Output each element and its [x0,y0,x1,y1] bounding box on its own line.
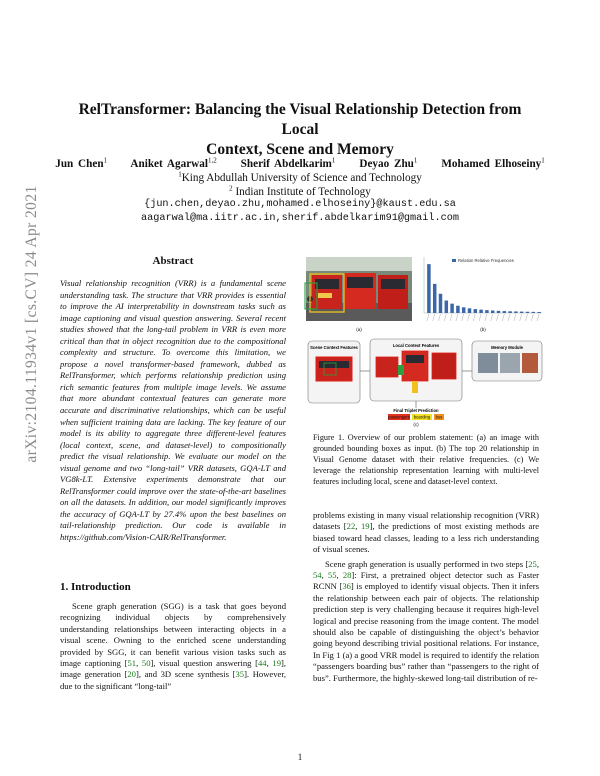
chart-bar [427,264,430,313]
chart-bar [462,307,465,313]
page-number: 1 [297,752,303,762]
paragraph: Scene graph generation is usually performed in two steps [25, 54, 55, 28]: First, a pretrained object detector such as Faster RCNN [36] is employed to identify visual objects. Then it infers the relationship between each pair of objects. The relationship prediction step is very challenging because it requires high-level logical and precise reasoning from the image content. The model should also be capable of distinguishing the object’s behavior going beyond describing trivial positional relations. For instance, In Fig 1 (a) a good VRR model is required to identify the relation “passengers boarding bus” rather than “passengers to the right of bus”. Furthermore, the highly-skewed long-tail distribution of re- [313,558,540,683]
scene-context-module [308,341,360,403]
arxiv-stamp: arXiv:2104.11934v1 [cs.CV] 24 Apr 2021 [23,185,40,463]
chart-x-tick [427,314,429,321]
chart-bar [520,312,523,313]
title-line-2: Context, Scene and Memory [206,141,394,158]
chart-bar [491,311,494,314]
chart-bar [526,312,529,313]
triplet-label: Final Triplet Prediction [393,408,439,413]
email-line-1: {jun.chen,deyao.zhu,mohamed.elhoseiny}@kaust.edu.sa [144,199,456,210]
label-c: (c) [413,422,419,427]
chart-x-tick [508,314,510,321]
abstract-body: Visual relationship recognition (VRR) is a fundamental scene understanding task. The structure that VRR provides is essential to improve the AI interpretability in downstream tasks such as image captioning and visual question answering. Several recent studies showed that the long-tail problem in VRR is even more critical than that in object recognition due to the compositional complexity and structure. To overcome this limitation, we propose a novel transformer-based framework, dubbed as RelTransformer, which performs relationship prediction using rich semantic features from multiple image levels. We assume that more abundant contextual features can generate more accurate and discriminative relationships, which can be useful when sufficient training data are lacking. The key feature of our model is its ability to aggregate three different-level features (local context, scene, and dataset-level) to compositionally predict the visual relationship. We evaluate our model on the visual genome and two “long-tail” VRR datasets, GQA-LT and VG8k-LT. Extensive experiments demonstrate that our RelTransformer could improve over the state-of-the-art baselines on all the datasets. In addition, our model significantly improves the accuracy of GQA-LT by 27.4% upon the best baselines on tail-relationship prediction. Our code is available in https://github.com/Vision-CAIR/RelTransformer. [60,278,286,543]
chart-bar [508,311,511,313]
memory-module [472,341,542,381]
author: Aniket Agarwal$^{1,2}$ [130,156,217,170]
chart-x-tick [468,314,470,321]
chart-x-tick [537,314,539,321]
chart-bar [433,284,436,313]
chart-bar [485,310,488,313]
chart-x-tick [497,314,499,321]
title-line-1: RelTransformer: Balancing the Visual Relationship Detection from Local [78,101,522,138]
author: Mohamed Elhoseiny$^1$ [441,156,545,170]
chart-x-tick [531,314,533,321]
chart-bar [537,312,540,313]
chart-x-tick [502,314,504,321]
author: Jun Chen$^1$ [55,156,108,170]
chart-x-tick [456,314,458,321]
email-line-2: aagarwal@ma.iitr.ac.in,sherif.abdelkarim91@gmail.com [141,213,459,224]
author: Deyao Zhu$^1$ [359,156,418,170]
author: Sherif Abdelkarim$^1$ [240,156,336,170]
chart-bar [468,308,471,313]
chart-x-tick [450,314,452,321]
chart-bar [479,310,482,313]
chart-x-tick [479,314,481,321]
chart-x-tick [485,314,487,321]
chart-x-tick [520,314,522,321]
chart-bar [474,309,477,313]
triplet-predicate: boarding [413,414,431,420]
abstract-heading: Abstract [152,255,194,267]
chart-legend: Relation Relative Frequencies [458,258,514,263]
label-a: (a) [356,327,362,332]
chart-x-tick [439,314,441,321]
affiliation-2: $^2$ Indian Institute of Technology [229,184,371,198]
legend-swatch [452,259,456,262]
chart-x-tick [444,314,446,321]
figure-caption: Figure 1. Overview of our problem statement: (a) an image with grounded bounding boxes as input. (b) The top 20 relationship in Visual Genome dataset with their relative frequencies. (c) We leverage the relationship representation learning with multi-level features including local, scene and dataset-level context. [313,433,539,486]
local-context-module [370,339,462,401]
paragraph: problems existing in many visual relationship recognition (VRR) datasets [22, 19], the predictions of most existing methods are biased toward head classes, leading to a less rich understanding of visual scenes. [313,510,540,555]
relation-frequency-chart [424,257,542,321]
intro-body: Scene graph generation (SGG) is a task that goes beyond recognizing individual objects by comprehensively understanding relationships between interacting objects in a visual scene. Owning to the enriched scene understanding provided by SGG, it can benefit various vision tasks such as image captioning [51, 50], visual question answering [44, 19], image generation [20], and 3D scene synthesis [35]. However, due to the significant “long-tail” [60,601,287,691]
affiliation-1: $^1$King Abdullah University of Science and Technology [178,170,422,184]
chart-bar [456,306,459,313]
triplet-subject: passengers [388,414,410,420]
scene-context-label: Scene Context Features [310,345,358,350]
chart-bar [532,312,535,313]
chart-bar [497,311,500,313]
chart-bar [439,294,442,313]
label-b: (b) [480,327,486,332]
intro-heading: 1. Introduction [60,581,131,593]
chart-bar [445,301,448,313]
chart-x-tick [462,314,464,321]
chart-x-tick [514,314,516,321]
chart-bar [514,311,517,313]
memory-module-label: Memory Module [491,345,523,350]
paper-title [60,100,540,160]
chart-x-tick [433,314,435,321]
local-context-label: Local Context Features [392,343,440,348]
chart-bar [450,304,453,313]
triplet-object: bus [435,414,443,420]
chart-x-tick [473,314,475,321]
figure-1 [302,253,548,428]
right-column-body [313,510,539,687]
author-list [40,157,560,171]
chart-x-tick [526,314,528,321]
chart-bar [503,311,506,313]
chart-x-tick [491,314,493,321]
